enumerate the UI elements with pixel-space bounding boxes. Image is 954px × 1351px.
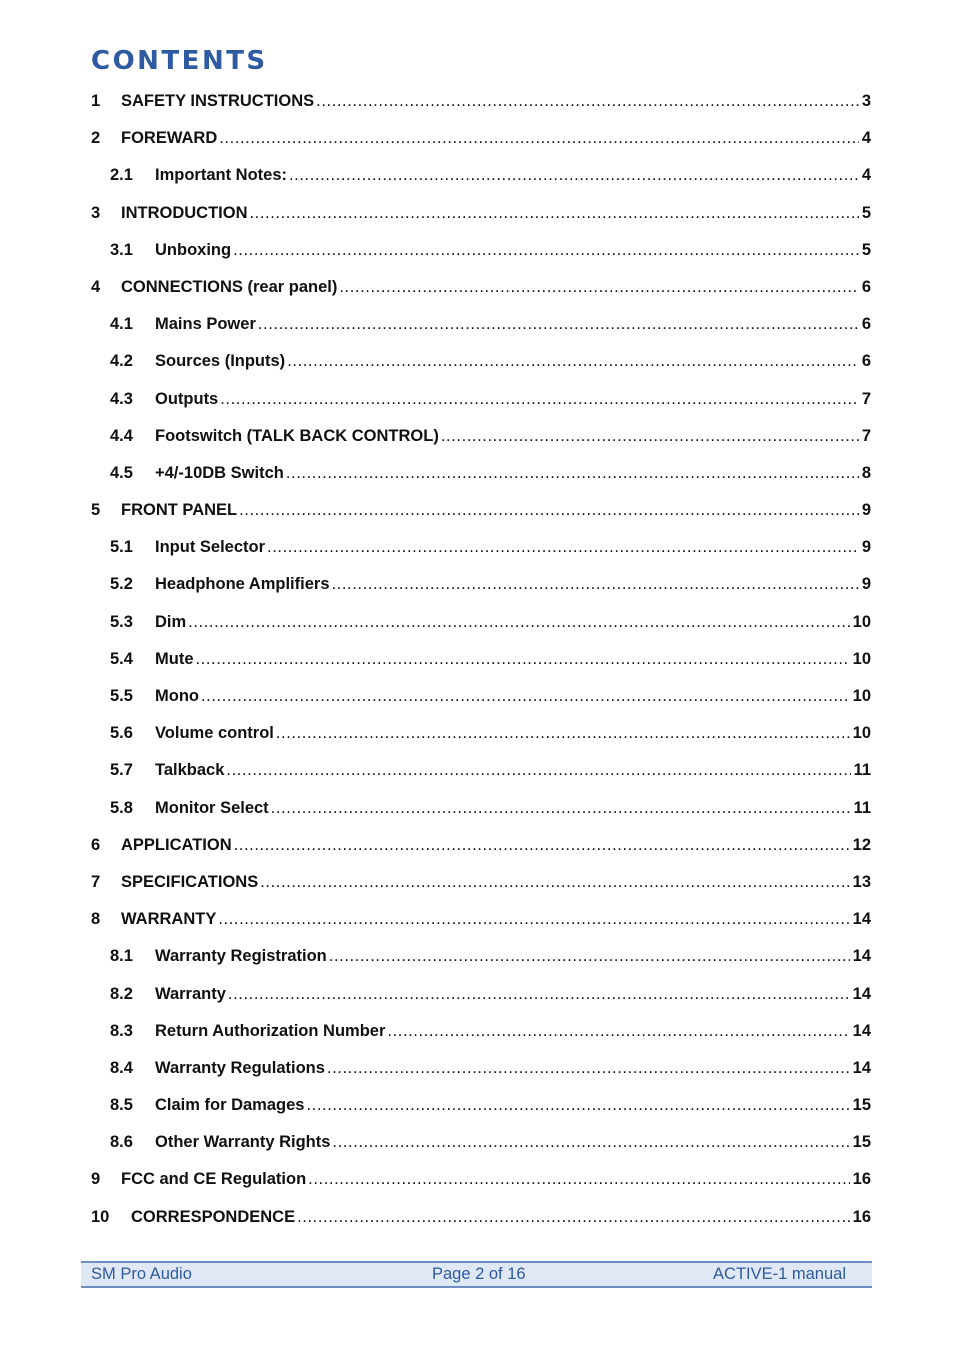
toc-dot-leader [308, 1161, 849, 1198]
toc-entry-title: CONNECTIONS (rear panel) [121, 277, 338, 296]
toc-dot-leader [287, 343, 859, 380]
toc-entry[interactable] [91, 864, 871, 901]
toc-dot-leader [228, 976, 850, 1013]
toc-entry-title: Unboxing [155, 240, 232, 259]
toc-entry[interactable] [91, 492, 871, 529]
toc-entry-number: 5.6 [110, 724, 133, 743]
toc-entry[interactable] [91, 418, 871, 455]
toc-entry-number: 5 [91, 501, 101, 520]
toc-entry[interactable] [91, 604, 871, 641]
toc-entry-page: 16 [852, 1170, 871, 1189]
toc-entry[interactable] [91, 269, 871, 306]
toc-entry-page: 14 [852, 1058, 871, 1077]
toc-entry-page: 9 [861, 538, 871, 557]
toc-entry-page: 14 [852, 984, 871, 1003]
toc-entry-title: SAFETY INSTRUCTIONS [121, 92, 315, 110]
toc-entry-page: 8 [861, 463, 871, 482]
toc-entry-title: FRONT PANEL [121, 501, 238, 520]
toc-entry-title: Important Notes: [155, 166, 287, 185]
toc-entry-title: Return Authorization Number [155, 1021, 386, 1040]
toc-entry-number: 2 [91, 129, 101, 148]
toc-entry-title: WARRANTY [121, 910, 217, 929]
toc-entry[interactable] [91, 529, 871, 566]
toc-entry[interactable] [91, 790, 871, 827]
toc-dot-leader [201, 678, 850, 715]
toc-dot-leader [258, 306, 859, 343]
toc-entry[interactable] [91, 641, 871, 678]
toc-entry-number: 4.4 [110, 426, 133, 445]
toc-dot-leader [286, 455, 859, 492]
toc-entry-title: Claim for Damages [155, 1096, 305, 1115]
toc-entry[interactable] [91, 1199, 871, 1236]
toc-dot-leader [332, 1124, 849, 1161]
toc-entry-page: 12 [852, 835, 871, 854]
toc-entry-number: 4.2 [110, 352, 133, 371]
toc-entry-page: 10 [852, 724, 871, 743]
toc-entry-title: SPECIFICATIONS [121, 872, 259, 891]
toc-entry-number: 6 [91, 835, 101, 854]
toc-entry-page: 11 [853, 761, 871, 780]
toc-entry-number: 5.8 [110, 798, 133, 817]
toc-entry-number: 10 [91, 1207, 110, 1226]
toc-entry[interactable] [91, 455, 871, 492]
toc-entry[interactable] [91, 195, 871, 232]
toc-entry-title: Mono [155, 687, 199, 705]
toc-entry-page: 9 [861, 501, 871, 520]
footer-company: SM Pro Audio [91, 1265, 192, 1283]
toc-entry-page: 15 [852, 1096, 871, 1115]
toc-entry[interactable] [91, 1161, 871, 1198]
toc-entry-number: 2.1 [110, 166, 133, 185]
toc-entry[interactable] [91, 976, 871, 1013]
toc-dot-leader [316, 83, 859, 120]
toc-entry[interactable] [91, 83, 871, 120]
toc-entry-page: 4 [861, 129, 871, 148]
toc-entry-page: 10 [852, 649, 871, 668]
toc-dot-leader [267, 529, 859, 566]
toc-dot-leader [306, 1087, 849, 1124]
toc-dot-leader [289, 157, 859, 194]
toc-entry-page: 14 [852, 1021, 871, 1040]
toc-entry-number: 8 [91, 910, 101, 929]
table-of-contents [91, 83, 871, 1236]
toc-entry[interactable] [91, 901, 871, 938]
toc-entry-number: 8.4 [110, 1058, 133, 1077]
toc-entry-number: 4.3 [110, 389, 133, 408]
toc-entry-title: +4/-10DB Switch [155, 463, 284, 482]
toc-entry-title: Mains Power [155, 315, 256, 334]
toc-dot-leader [226, 752, 850, 789]
toc-entry-number: 8.5 [110, 1096, 133, 1115]
toc-entry-number: 5.4 [110, 649, 133, 668]
toc-entry-page: 15 [852, 1133, 871, 1152]
toc-entry[interactable] [91, 938, 871, 975]
toc-entry-number: 5.7 [110, 761, 133, 780]
toc-entry-page: 9 [861, 575, 871, 594]
toc-entry[interactable] [91, 1050, 871, 1087]
toc-entry-page: 10 [852, 612, 871, 631]
toc-dot-leader [297, 1199, 850, 1236]
toc-entry[interactable] [91, 306, 871, 343]
toc-dot-leader [271, 790, 851, 827]
toc-entry-number: 5.5 [110, 687, 133, 705]
toc-entry-page: 6 [861, 315, 871, 334]
toc-entry[interactable] [91, 343, 871, 380]
toc-entry-page: 5 [861, 203, 871, 222]
toc-entry[interactable] [91, 120, 871, 157]
toc-dot-leader [387, 1013, 849, 1050]
toc-entry-title: Footswitch (TALK BACK CONTROL) [155, 426, 439, 445]
toc-entry[interactable] [91, 715, 871, 752]
toc-entry-title: Talkback [155, 761, 225, 780]
toc-entry[interactable] [91, 1013, 871, 1050]
toc-entry[interactable] [91, 678, 871, 715]
toc-entry-title: Warranty Regulations [155, 1058, 325, 1077]
toc-entry-number: 1 [91, 92, 101, 110]
toc-entry-title: INTRODUCTION [121, 203, 248, 222]
toc-entry-page: 16 [852, 1207, 871, 1226]
toc-entry-number: 3 [91, 203, 101, 222]
page-footer [81, 1261, 872, 1288]
toc-entry-title: Sources (Inputs) [155, 352, 286, 371]
footer-document-title: ACTIVE-1 manual [713, 1265, 846, 1283]
toc-entry-page: 4 [861, 166, 871, 185]
toc-dot-leader [332, 566, 859, 603]
toc-dot-leader [219, 120, 859, 157]
toc-entry-title: Other Warranty Rights [155, 1133, 331, 1152]
toc-entry[interactable] [91, 827, 871, 864]
toc-dot-leader [234, 827, 850, 864]
toc-dot-leader [327, 1050, 850, 1087]
toc-entry-page: 14 [852, 947, 871, 966]
toc-entry-number: 5.3 [110, 612, 133, 631]
toc-dot-leader [239, 492, 859, 529]
toc-entry-number: 5.1 [110, 538, 133, 557]
toc-entry-number: 3.1 [110, 240, 133, 259]
toc-entry-page: 10 [852, 687, 871, 705]
toc-entry[interactable] [91, 232, 871, 269]
toc-entry-number: 4.1 [110, 315, 133, 334]
toc-dot-leader [276, 715, 850, 752]
toc-entry-page: 5 [861, 240, 871, 259]
toc-entry-title: Outputs [155, 389, 219, 408]
toc-entry-page: 6 [861, 352, 871, 371]
toc-entry-title: Warranty [155, 984, 226, 1003]
toc-dot-leader [188, 604, 849, 641]
toc-entry-page: 11 [853, 798, 871, 817]
toc-dot-leader [218, 901, 849, 938]
toc-entry-page: 13 [852, 872, 871, 891]
toc-dot-leader [260, 864, 849, 901]
toc-entry[interactable] [91, 1124, 871, 1161]
toc-entry-number: 8.1 [110, 947, 133, 966]
toc-entry-title: Input Selector [155, 538, 266, 557]
toc-entry[interactable] [91, 381, 871, 418]
toc-entry-number: 5.2 [110, 575, 133, 594]
toc-entry-title: Headphone Amplifiers [155, 575, 330, 594]
toc-dot-leader [329, 938, 850, 975]
toc-entry-page: 6 [861, 277, 871, 296]
toc-entry-title: Warranty Registration [155, 947, 327, 966]
toc-entry[interactable] [91, 752, 871, 789]
toc-entry-title: Monitor Select [155, 798, 269, 817]
toc-entry-number: 8.3 [110, 1021, 133, 1040]
toc-dot-leader [250, 195, 859, 232]
toc-dot-leader [220, 381, 859, 418]
toc-entry-title: CORRESPONDENCE [131, 1207, 296, 1226]
toc-entry-title: Mute [155, 649, 194, 668]
toc-entry-number: 8.6 [110, 1133, 133, 1152]
toc-entry-number: 4.5 [110, 463, 133, 482]
toc-entry-page: 14 [852, 910, 871, 929]
toc-entry[interactable] [91, 157, 871, 194]
toc-entry-title: Dim [155, 612, 187, 631]
toc-entry-number: 9 [91, 1170, 101, 1189]
toc-entry-title: Volume control [155, 724, 274, 743]
toc-entry-page: 7 [861, 389, 871, 408]
toc-entry-title: APPLICATION [121, 835, 232, 854]
toc-entry-page: 7 [861, 426, 871, 445]
toc-entry-number: 7 [91, 872, 101, 891]
toc-entry-number: 4 [91, 277, 101, 296]
page-title: CONTENTS [91, 46, 268, 76]
toc-entry[interactable] [91, 566, 871, 603]
toc-dot-leader [233, 232, 859, 269]
toc-dot-leader [196, 641, 850, 678]
toc-dot-leader [339, 269, 858, 306]
footer-page-number: Page 2 of 16 [432, 1265, 526, 1283]
toc-entry-title: FOREWARD [121, 129, 218, 148]
toc-dot-leader [441, 418, 859, 455]
toc-entry[interactable] [91, 1087, 871, 1124]
toc-entry-title: FCC and CE Regulation [121, 1170, 307, 1189]
toc-entry-number: 8.2 [110, 984, 133, 1003]
toc-entry-page: 3 [861, 92, 871, 110]
